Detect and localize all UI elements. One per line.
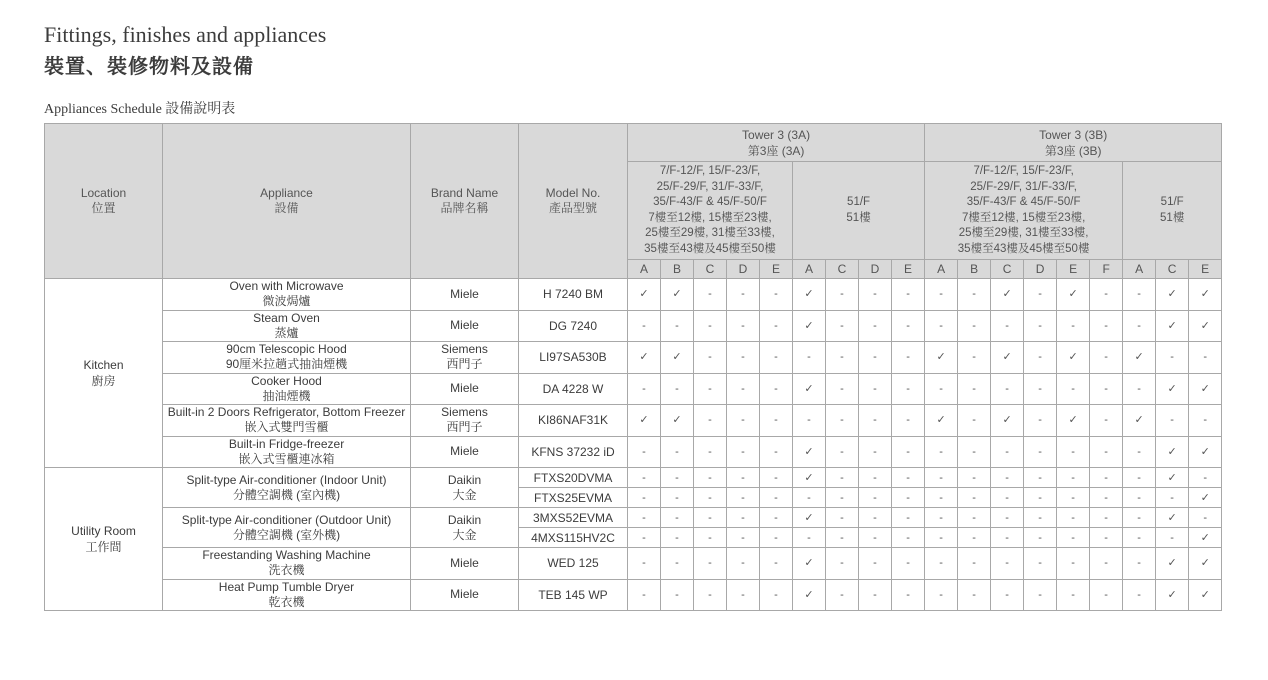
unit-header: E <box>760 260 793 279</box>
availability-mark: - <box>1090 508 1123 528</box>
model-header: Model No. 產品型號 <box>519 124 628 279</box>
availability-mark: - <box>1090 279 1123 311</box>
availability-mark: - <box>1123 508 1156 528</box>
availability-mark: - <box>760 508 793 528</box>
brand-cell: Siemens 西門子 <box>411 342 519 374</box>
availability-mark: ✓ <box>1189 279 1222 311</box>
brand-cell: Daikin 大金 <box>411 508 519 548</box>
table-row <box>45 468 1222 488</box>
model-cell: 4MXS115HV2C <box>519 528 628 548</box>
table-row <box>45 508 1222 528</box>
availability-mark: - <box>1123 373 1156 405</box>
table-row <box>45 405 1222 437</box>
brand-cell: Miele <box>411 548 519 580</box>
availability-mark: - <box>1090 468 1123 488</box>
availability-mark: ✓ <box>628 342 661 374</box>
availability-mark: - <box>1057 548 1090 580</box>
table-row <box>45 548 1222 580</box>
availability-mark: - <box>859 279 892 311</box>
model-cell: FTXS20DVMA <box>519 468 628 488</box>
availability-mark: - <box>694 468 727 488</box>
availability-mark: - <box>892 548 925 580</box>
unit-header: F <box>1090 260 1123 279</box>
availability-mark: - <box>694 279 727 311</box>
availability-mark: - <box>892 468 925 488</box>
availability-mark: - <box>892 279 925 311</box>
availability-mark: - <box>892 528 925 548</box>
availability-mark: - <box>694 342 727 374</box>
availability-mark: - <box>925 310 958 342</box>
availability-mark: - <box>1057 579 1090 611</box>
availability-mark: - <box>991 528 1024 548</box>
availability-mark: - <box>991 373 1024 405</box>
availability-mark: - <box>1123 436 1156 468</box>
availability-mark: - <box>991 548 1024 580</box>
availability-mark: - <box>826 342 859 374</box>
table-row <box>45 342 1222 374</box>
availability-mark: - <box>826 310 859 342</box>
availability-mark: - <box>958 579 991 611</box>
availability-mark: ✓ <box>661 342 694 374</box>
availability-mark: - <box>793 342 826 374</box>
availability-mark: - <box>826 405 859 437</box>
availability-mark: - <box>892 373 925 405</box>
availability-mark: - <box>793 528 826 548</box>
availability-mark: - <box>826 528 859 548</box>
availability-mark: - <box>925 528 958 548</box>
location-cell <box>45 468 163 611</box>
availability-mark: - <box>1123 579 1156 611</box>
model-cell: DA 4228 W <box>519 373 628 405</box>
location-cell <box>45 279 163 468</box>
model-cell: LI97SA530B <box>519 342 628 374</box>
appliances-schedule-table <box>44 123 1222 611</box>
availability-mark: - <box>628 488 661 508</box>
availability-mark: - <box>958 373 991 405</box>
availability-mark: ✓ <box>1156 310 1189 342</box>
availability-mark: - <box>958 436 991 468</box>
availability-mark: - <box>1024 436 1057 468</box>
availability-mark: - <box>925 373 958 405</box>
appliance-cell: Built-in Fridge-freezer 嵌入式雪櫃連冰箱 <box>163 436 411 468</box>
availability-mark: ✓ <box>628 279 661 311</box>
availability-mark: - <box>727 405 760 437</box>
availability-mark: ✓ <box>1057 342 1090 374</box>
availability-mark: - <box>760 579 793 611</box>
availability-mark: - <box>991 436 1024 468</box>
availability-mark: - <box>1123 528 1156 548</box>
availability-mark: - <box>925 436 958 468</box>
appliance-cell: Built-in 2 Doors Refrigerator, Bottom Freezer 嵌入式雙門雪櫃 <box>163 405 411 437</box>
availability-mark: - <box>628 373 661 405</box>
availability-mark: - <box>991 468 1024 488</box>
availability-mark: ✓ <box>991 405 1024 437</box>
availability-mark: - <box>1156 405 1189 437</box>
availability-mark: - <box>628 528 661 548</box>
availability-mark: - <box>628 436 661 468</box>
availability-mark: - <box>1189 405 1222 437</box>
availability-mark: - <box>859 310 892 342</box>
availability-mark: - <box>694 373 727 405</box>
availability-mark: - <box>826 436 859 468</box>
availability-mark: - <box>991 579 1024 611</box>
availability-mark: - <box>958 342 991 374</box>
page-title: Fittings, finishes and appliances <box>44 22 327 47</box>
availability-mark: - <box>958 488 991 508</box>
availability-mark: - <box>1090 405 1123 437</box>
availability-mark: - <box>991 508 1024 528</box>
table-header <box>45 124 1222 279</box>
location-name: Utility Room <box>71 524 136 538</box>
availability-mark: - <box>793 405 826 437</box>
appliance-cell: Split-type Air-conditioner (Outdoor Unit) 分體空調機 (室外機) <box>163 508 411 548</box>
availability-mark: ✓ <box>1189 488 1222 508</box>
model-cell: KFNS 37232 iD <box>519 436 628 468</box>
availability-mark: - <box>826 488 859 508</box>
table-body <box>45 279 1222 611</box>
availability-mark: - <box>1024 579 1057 611</box>
tower-3b-typical-floors: 7/F-12/F, 15/F-23/F, 25/F-29/F, 31/F-33/F, 35/F-43/F & 45/F-50/F 7樓至12樓, 15樓至23樓, 25樓至29樓, 31樓至33樓, 35樓至43樓及45樓至50樓 <box>925 162 1123 260</box>
availability-mark: - <box>628 468 661 488</box>
availability-mark: - <box>1123 310 1156 342</box>
availability-mark: ✓ <box>1156 373 1189 405</box>
availability-mark: - <box>661 548 694 580</box>
availability-mark: - <box>1024 373 1057 405</box>
availability-mark: - <box>1156 342 1189 374</box>
availability-mark: - <box>1090 548 1123 580</box>
availability-mark: ✓ <box>991 279 1024 311</box>
availability-mark: - <box>826 468 859 488</box>
availability-mark: - <box>892 488 925 508</box>
availability-mark: - <box>1090 488 1123 508</box>
model-cell: 3MXS52EVMA <box>519 508 628 528</box>
availability-mark: - <box>661 436 694 468</box>
availability-mark: - <box>760 528 793 548</box>
availability-mark: - <box>661 310 694 342</box>
availability-mark: - <box>760 373 793 405</box>
availability-mark: ✓ <box>1123 342 1156 374</box>
availability-mark: - <box>892 436 925 468</box>
availability-mark: - <box>826 279 859 311</box>
table-row <box>45 310 1222 342</box>
location-name: Kitchen <box>83 358 124 372</box>
availability-mark: - <box>925 468 958 488</box>
availability-mark: - <box>1090 528 1123 548</box>
appliance-cell: 90cm Telescopic Hood 90厘米拉趟式抽油煙機 <box>163 342 411 374</box>
availability-mark: - <box>958 310 991 342</box>
unit-header: A <box>793 260 826 279</box>
availability-mark: - <box>694 548 727 580</box>
availability-mark: - <box>1123 279 1156 311</box>
availability-mark: - <box>694 528 727 548</box>
availability-mark: ✓ <box>925 405 958 437</box>
availability-mark: - <box>661 373 694 405</box>
availability-mark: - <box>727 488 760 508</box>
availability-mark: ✓ <box>793 579 826 611</box>
unit-header: C <box>826 260 859 279</box>
availability-mark: - <box>925 488 958 508</box>
unit-header: B <box>661 260 694 279</box>
availability-mark: - <box>661 528 694 548</box>
availability-mark: - <box>1057 468 1090 488</box>
availability-mark: ✓ <box>1189 548 1222 580</box>
availability-mark: - <box>727 468 760 488</box>
availability-mark: - <box>1156 528 1189 548</box>
availability-mark: - <box>1057 310 1090 342</box>
availability-mark: - <box>958 508 991 528</box>
availability-mark: - <box>958 279 991 311</box>
brand-cell: Miele <box>411 279 519 311</box>
availability-mark: ✓ <box>661 279 694 311</box>
availability-mark: - <box>958 548 991 580</box>
tower-3a-51f: 51/F 51樓 <box>793 162 925 260</box>
brand-cell: Miele <box>411 579 519 611</box>
availability-mark: - <box>925 579 958 611</box>
availability-mark: ✓ <box>793 508 826 528</box>
availability-mark: - <box>760 405 793 437</box>
availability-mark: ✓ <box>1156 579 1189 611</box>
availability-mark: ✓ <box>793 310 826 342</box>
tower-3b-header: Tower 3 (3B) 第3座 (3B) <box>925 124 1222 162</box>
availability-mark: - <box>1057 373 1090 405</box>
unit-header: C <box>991 260 1024 279</box>
availability-mark: - <box>760 468 793 488</box>
table-row <box>45 373 1222 405</box>
availability-mark: - <box>892 508 925 528</box>
availability-mark: - <box>760 310 793 342</box>
availability-mark: - <box>1189 468 1222 488</box>
availability-mark: - <box>826 373 859 405</box>
availability-mark: - <box>1024 342 1057 374</box>
availability-mark: ✓ <box>628 405 661 437</box>
availability-mark: ✓ <box>1189 579 1222 611</box>
availability-mark: - <box>760 342 793 374</box>
availability-mark: - <box>925 548 958 580</box>
availability-mark: - <box>826 579 859 611</box>
table-row <box>45 579 1222 611</box>
availability-mark: - <box>760 279 793 311</box>
model-cell: KI86NAF31K <box>519 405 628 437</box>
availability-mark: - <box>859 373 892 405</box>
availability-mark: - <box>727 310 760 342</box>
availability-mark: - <box>1024 548 1057 580</box>
availability-mark: - <box>1090 579 1123 611</box>
availability-mark: - <box>760 488 793 508</box>
availability-mark: - <box>1024 405 1057 437</box>
unit-header: A <box>628 260 661 279</box>
availability-mark: - <box>727 436 760 468</box>
availability-mark: - <box>1024 468 1057 488</box>
availability-mark: - <box>1090 373 1123 405</box>
availability-mark: ✓ <box>1057 279 1090 311</box>
availability-mark: - <box>1090 342 1123 374</box>
availability-mark: - <box>892 579 925 611</box>
availability-mark: - <box>1189 508 1222 528</box>
availability-mark: - <box>694 405 727 437</box>
availability-mark: - <box>694 508 727 528</box>
availability-mark: - <box>859 488 892 508</box>
availability-mark: - <box>694 488 727 508</box>
availability-mark: - <box>628 579 661 611</box>
availability-mark: - <box>859 508 892 528</box>
availability-mark: ✓ <box>1189 373 1222 405</box>
model-cell: WED 125 <box>519 548 628 580</box>
unit-header: D <box>859 260 892 279</box>
availability-mark: - <box>925 508 958 528</box>
availability-mark: - <box>628 548 661 580</box>
availability-mark: - <box>760 548 793 580</box>
availability-mark: ✓ <box>1156 508 1189 528</box>
availability-mark: - <box>859 548 892 580</box>
availability-mark: - <box>1024 279 1057 311</box>
location-name-chinese: 廚房 <box>91 374 116 388</box>
availability-mark: ✓ <box>991 342 1024 374</box>
unit-header: E <box>1057 260 1090 279</box>
availability-mark: - <box>628 508 661 528</box>
availability-mark: - <box>727 508 760 528</box>
unit-header: A <box>1123 260 1156 279</box>
availability-mark: - <box>727 342 760 374</box>
availability-mark: - <box>727 373 760 405</box>
availability-mark: ✓ <box>793 468 826 488</box>
unit-header: E <box>1189 260 1222 279</box>
unit-header: E <box>892 260 925 279</box>
availability-mark: ✓ <box>1156 548 1189 580</box>
availability-mark: - <box>859 468 892 488</box>
availability-mark: - <box>1024 508 1057 528</box>
availability-mark: ✓ <box>1189 310 1222 342</box>
appliance-cell: Steam Oven 蒸爐 <box>163 310 411 342</box>
tower-3a-header: Tower 3 (3A) 第3座 (3A) <box>628 124 925 162</box>
brand-cell: Miele <box>411 310 519 342</box>
availability-mark: - <box>892 405 925 437</box>
availability-mark: - <box>727 279 760 311</box>
availability-mark: - <box>793 488 826 508</box>
availability-mark: - <box>859 579 892 611</box>
availability-mark: - <box>1057 488 1090 508</box>
appliance-header: Appliance 設備 <box>163 124 411 279</box>
availability-mark: ✓ <box>793 279 826 311</box>
brand-cell: Miele <box>411 373 519 405</box>
availability-mark: - <box>727 528 760 548</box>
availability-mark: - <box>694 436 727 468</box>
availability-mark: - <box>1024 488 1057 508</box>
model-cell: FTXS25EVMA <box>519 488 628 508</box>
availability-mark: ✓ <box>793 436 826 468</box>
unit-header: B <box>958 260 991 279</box>
availability-mark: - <box>958 405 991 437</box>
availability-mark: - <box>958 528 991 548</box>
table-row <box>45 436 1222 468</box>
availability-mark: - <box>892 310 925 342</box>
unit-header: C <box>1156 260 1189 279</box>
model-cell: H 7240 BM <box>519 279 628 311</box>
availability-mark: - <box>1057 436 1090 468</box>
availability-mark: - <box>1189 342 1222 374</box>
availability-mark: - <box>991 488 1024 508</box>
model-cell: TEB 145 WP <box>519 579 628 611</box>
appliance-cell: Cooker Hood 抽油煙機 <box>163 373 411 405</box>
availability-mark: - <box>661 579 694 611</box>
availability-mark: - <box>892 342 925 374</box>
availability-mark: - <box>1123 488 1156 508</box>
unit-header: D <box>1024 260 1057 279</box>
availability-mark: - <box>1090 436 1123 468</box>
appliance-cell: Heat Pump Tumble Dryer 乾衣機 <box>163 579 411 611</box>
tower-3a-typical-floors: 7/F-12/F, 15/F-23/F, 25/F-29/F, 31/F-33/F, 35/F-43/F & 45/F-50/F 7樓至12樓, 15樓至23樓, 25樓至29樓, 31樓至33樓, 35樓至43樓及45樓至50樓 <box>628 162 793 260</box>
availability-mark: ✓ <box>925 342 958 374</box>
appliance-cell: Oven with Microwave 微波焗爐 <box>163 279 411 311</box>
availability-mark: - <box>925 279 958 311</box>
availability-mark: - <box>1024 310 1057 342</box>
availability-mark: - <box>1123 468 1156 488</box>
availability-mark: - <box>1057 528 1090 548</box>
unit-header: A <box>925 260 958 279</box>
availability-mark: - <box>991 310 1024 342</box>
availability-mark: ✓ <box>1156 279 1189 311</box>
brand-cell: Siemens 西門子 <box>411 405 519 437</box>
availability-mark: - <box>661 468 694 488</box>
availability-mark: ✓ <box>661 405 694 437</box>
availability-mark: ✓ <box>1123 405 1156 437</box>
availability-mark: - <box>958 468 991 488</box>
appliance-cell: Split-type Air-conditioner (Indoor Unit) 分體空調機 (室內機) <box>163 468 411 508</box>
availability-mark: ✓ <box>1189 436 1222 468</box>
availability-mark: - <box>727 579 760 611</box>
availability-mark: ✓ <box>793 373 826 405</box>
brand-header: Brand Name 品牌名稱 <box>411 124 519 279</box>
brand-cell: Daikin 大金 <box>411 468 519 508</box>
availability-mark: - <box>826 548 859 580</box>
page-title-chinese: 裝置、裝修物料及設備 <box>44 56 254 78</box>
location-name-chinese: 工作間 <box>85 540 122 554</box>
schedule-subtitle: Appliances Schedule 設備說明表 <box>44 102 236 117</box>
availability-mark: - <box>694 310 727 342</box>
tower-3b-51f: 51/F 51樓 <box>1123 162 1222 260</box>
availability-mark: - <box>661 488 694 508</box>
location-header: Location 位置 <box>45 124 163 279</box>
unit-header: C <box>694 260 727 279</box>
availability-mark: - <box>694 579 727 611</box>
availability-mark: ✓ <box>1156 468 1189 488</box>
availability-mark: - <box>1156 488 1189 508</box>
availability-mark: ✓ <box>1189 528 1222 548</box>
table-row <box>45 279 1222 311</box>
unit-header: D <box>727 260 760 279</box>
availability-mark: - <box>859 405 892 437</box>
availability-mark: - <box>727 548 760 580</box>
availability-mark: - <box>628 310 661 342</box>
availability-mark: - <box>1024 528 1057 548</box>
availability-mark: - <box>1057 508 1090 528</box>
availability-mark: - <box>661 508 694 528</box>
availability-mark: - <box>826 508 859 528</box>
availability-mark: ✓ <box>1156 436 1189 468</box>
availability-mark: ✓ <box>1057 405 1090 437</box>
availability-mark: - <box>859 436 892 468</box>
availability-mark: - <box>760 436 793 468</box>
availability-mark: - <box>1090 310 1123 342</box>
brand-cell: Miele <box>411 436 519 468</box>
availability-mark: - <box>859 342 892 374</box>
availability-mark: - <box>859 528 892 548</box>
availability-mark: ✓ <box>793 548 826 580</box>
model-cell: DG 7240 <box>519 310 628 342</box>
availability-mark: - <box>1123 548 1156 580</box>
appliance-cell: Freestanding Washing Machine 洗衣機 <box>163 548 411 580</box>
